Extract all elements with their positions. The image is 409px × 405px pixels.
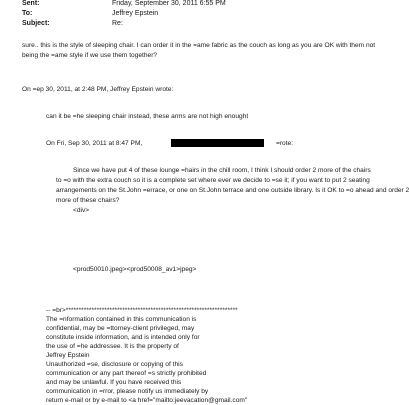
quote1-text: can it be =he sleeping chair instead, these arms are not high enought [46,113,249,120]
reply-line-2: being the =ame style if we use them together? [22,52,158,59]
quote2-line-4: more of these chairs? [56,197,120,204]
disclaimer-line-5: Jeffrey Epstein [46,352,90,359]
disclaimer-line-6: Unauthorized =se, disclosure or copying of this [46,361,183,368]
sent-label: Sent: [22,0,40,7]
redaction-bar [171,139,264,147]
attachments-line: <prod50010.jpeg><prod50008_av1>jpeg> [73,266,197,273]
br-separator-line: -- =br>******************************************************************* [46,307,238,314]
quote2-intro-start: On Fri, Sep 30, 2011 at 8:47 PM, [46,140,143,147]
disclaimer-line-8: and may be unlawful. If you have received this [46,379,182,386]
disclaimer-line-9: communication in =rror, please notify us immediately by [46,388,209,395]
disclaimer-line-7: communication or any part thereof =s strictly prohibited [46,370,207,377]
quote1-intro: On =ep 30, 2011, at 2:48 PM, Jeffrey Epstein wrote: [22,86,174,93]
disclaimer-line-3: constitute inside information, and is intended only for [46,334,200,341]
reply-line-1: sure.. this is the style of sleeping chair. I can order it in the =ame fabric as the couch as long as you are OK with them not [22,42,376,49]
to-value: Jeffrey Epstein [112,10,159,17]
disclaimer-line-1: The =nformation contained in this communication is [46,316,197,323]
subject-value: Re: [112,20,123,27]
quote2-intro-end: =rote: [276,140,294,147]
disclaimer-line-10: return e-mail or by e-mail to <a href="mailto:jeevacation@gmail.com" [46,397,248,404]
disclaimer-line-2: confidential, may be =ttorney-client privileged, may [46,325,195,332]
quote2-line-2: to =o with the extra couch so it is a complete set where ever we decide to =se it; if you want to put 2 seating [56,177,370,184]
quote2-line-3: arrangements on the St.John =errace, or one on St.John terrace and one outside library. Is it OK to =o ahead and order 2 [56,187,409,194]
to-label: To: [22,10,33,17]
disclaimer-line-4: the use of =he addressee. It is the property of [46,343,179,350]
quote2-line-1: Since we have put 4 of these lounge =hairs in the chill room, I think I should order 2 more of the chairs [73,167,371,174]
sent-value: Friday, September 30, 2011 6:55 PM [112,0,226,7]
subject-label: Subject: [22,20,50,27]
div-tag: <div> [73,207,90,214]
